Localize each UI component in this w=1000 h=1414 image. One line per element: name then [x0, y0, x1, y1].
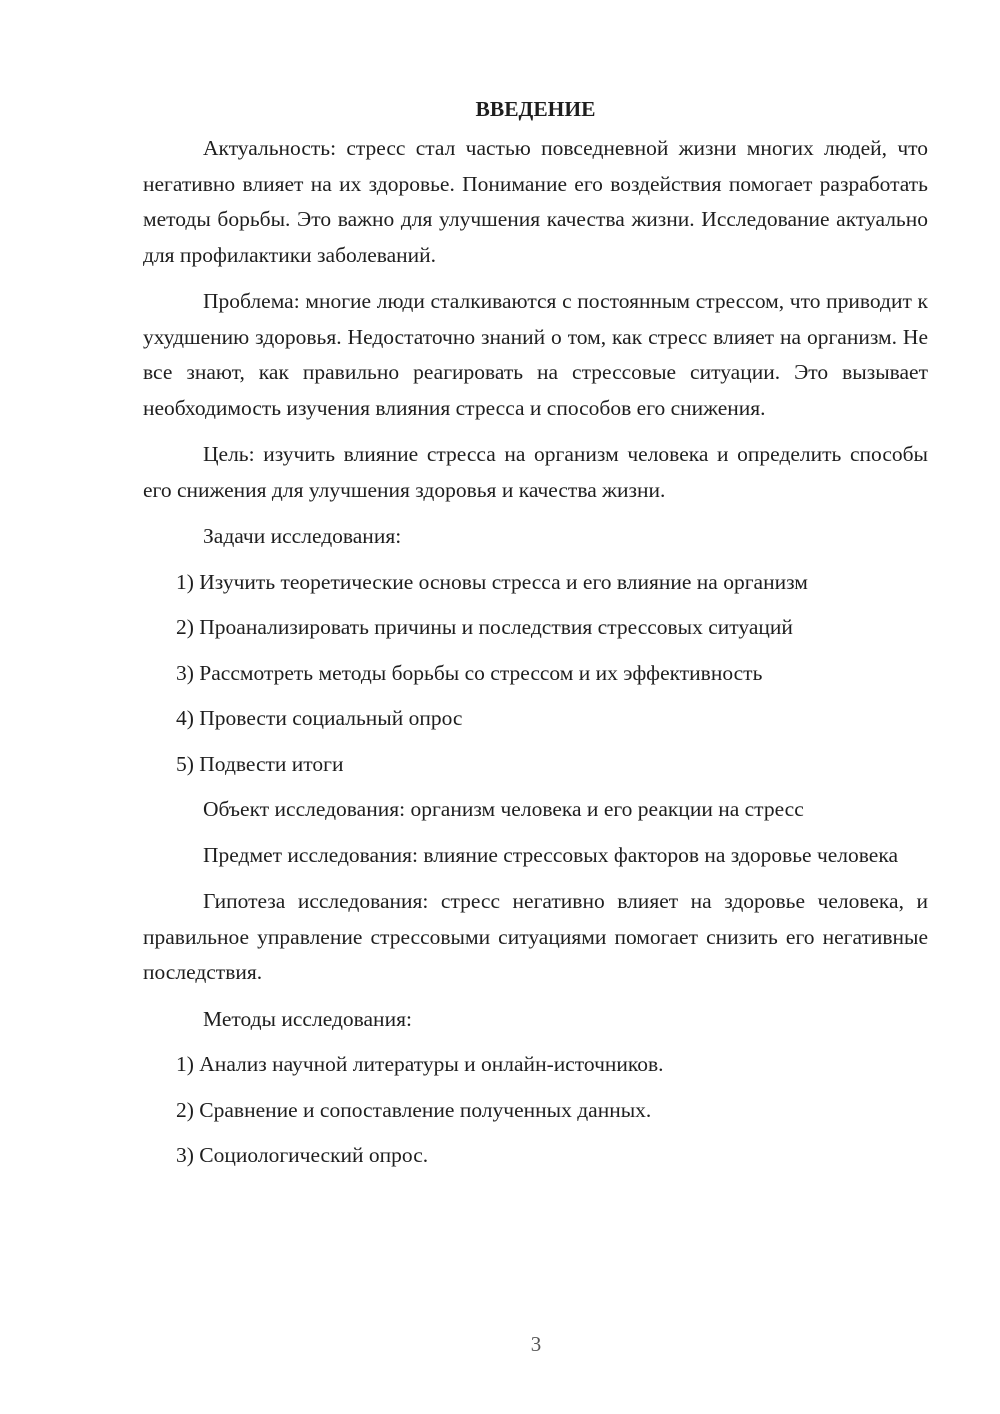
list-item: 3) Социологический опрос. [176, 1143, 429, 1167]
list-item: 5) Подвести итоги [176, 751, 344, 776]
hypothesis-paragraph: Гипотеза исследования: стресс негативно влияет на здоровье человека, и правильное управление стрессовыми ситуациями помогает снизить его негативные последствия. [143, 889, 928, 984]
subject-paragraph: Предмет исследования: влияние стрессовых факторов на здоровье человека [203, 842, 899, 867]
list-item: 3) Рассмотреть методы борьбы со стрессом и их эффективность [176, 660, 763, 685]
list-item: 2) Сравнение и сопоставление полученных данных. [176, 1097, 652, 1122]
tasks-list [143, 565, 928, 783]
object-paragraph: Объект исследования: организм человека и его реакции на стресс [203, 797, 804, 821]
methods-list [143, 1047, 928, 1174]
list-item: 1) Изучить теоретические основы стресса и его влияние на организм [176, 569, 808, 594]
goal-paragraph: Цель: изучить влияние стресса на организм человека и определить способы его снижения для улучшения здоровья и качества жизни. [143, 442, 928, 502]
document-page [143, 92, 928, 1184]
list-item: 1) Анализ научной литературы и онлайн-источников. [176, 1052, 664, 1076]
problem-paragraph: Проблема: многие люди сталкиваются с постоянным стрессом, что приводит к ухудшению здоровья. Недостаточно знаний о том, как стресс влияет на организм. Не все знают, как правильно реагировать на стрессовые ситуации. Это вызывает необходимость изучения влияния стресса и способов его снижения. [143, 289, 928, 420]
list-item: 2) Проанализировать причины и последствия стрессовых ситуаций [176, 615, 793, 639]
tasks-heading: Задачи исследования: [203, 524, 402, 548]
relevance-paragraph: Актуальность: стресс стал частью повседневной жизни многих людей, что негативно влияет на их здоровье. Понимание его воздействия помогает разработать методы борьбы. Это важно для улучшения качества жизни. Исследование актуально для профилактики заболеваний. [143, 136, 928, 267]
list-item: 4) Провести социальный опрос [176, 706, 463, 730]
methods-heading: Методы исследования: [203, 1006, 412, 1031]
section-title: ВВЕДЕНИЕ [475, 97, 596, 121]
page-number: 3 [530, 1332, 542, 1356]
